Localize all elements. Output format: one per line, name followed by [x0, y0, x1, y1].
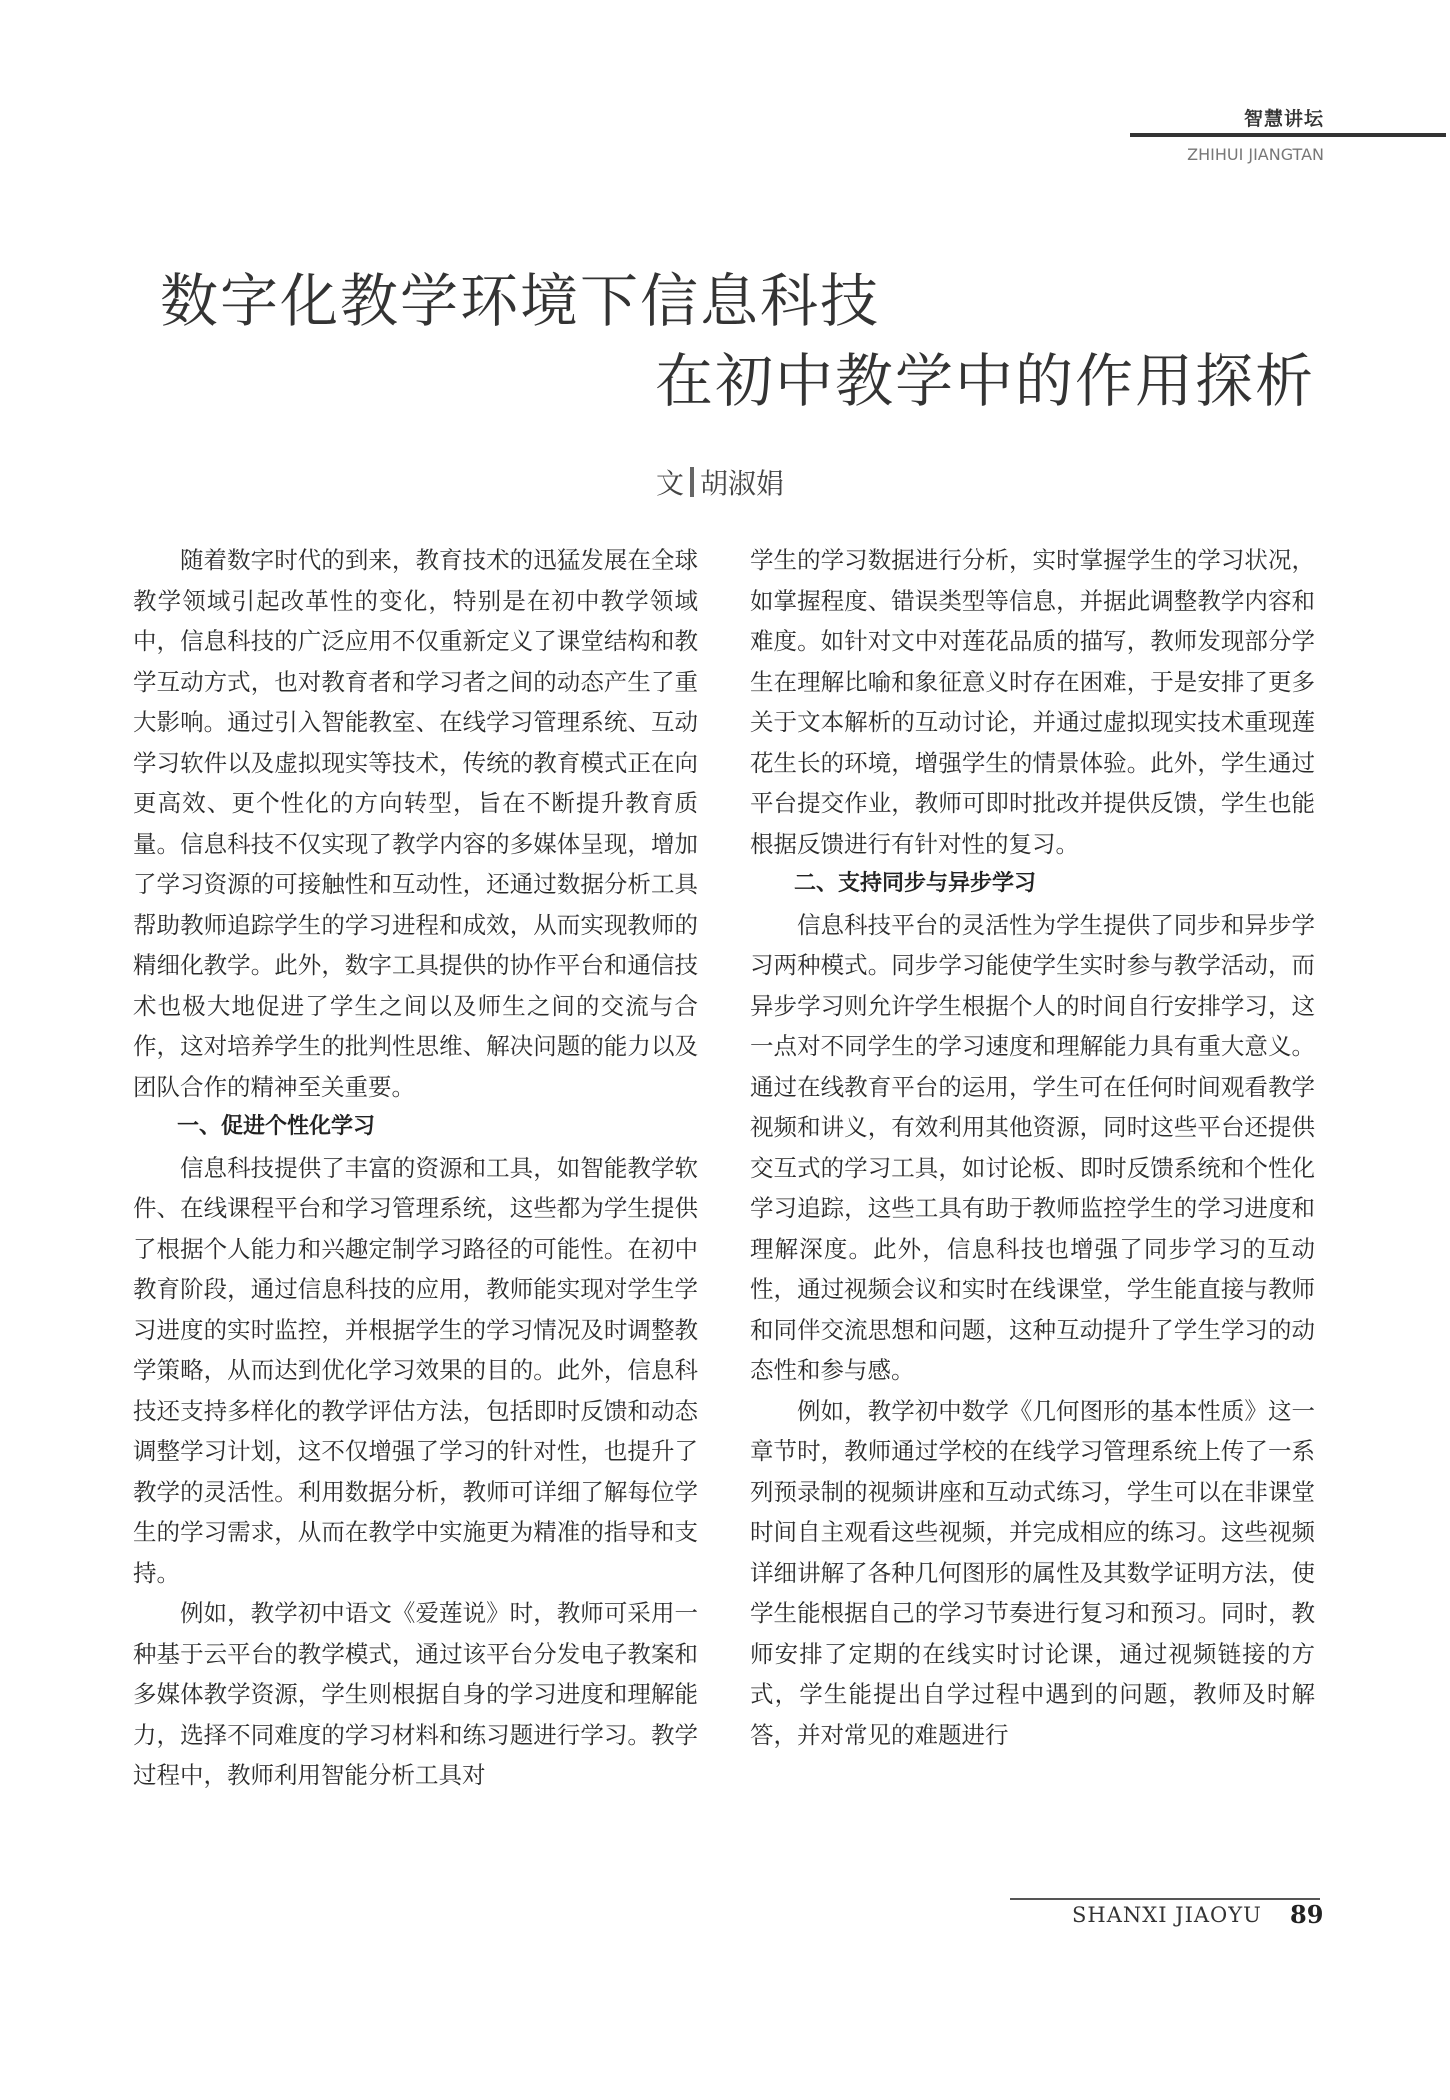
- section-heading-1: 一、促进个性化学习: [177, 1114, 376, 1139]
- journal-name: SHANXI JIAOYU: [1072, 1903, 1262, 1927]
- right-column: [750, 540, 1315, 1755]
- section-heading-2: 二、支持同步与异步学习: [794, 871, 1037, 896]
- page-number: 89: [1290, 1900, 1324, 1929]
- left-column: [133, 540, 698, 1796]
- column-name-pinyin: ZHIHUI JIANGTAN: [1187, 145, 1324, 164]
- author-prefix: 文: [656, 467, 685, 500]
- footer-rule: [1010, 1898, 1320, 1900]
- section1-paragraph2-continued: 学生的学习数据进行分析，实时掌握学生的学习状况，如掌握程度、错误类型等信息，并据此调整教学内容和难度。如针对文中对莲花品质的描写，教师发现部分学生在理解比喻和象征意义时存在困难，于是安排了更多关于文本解析的互动讨论，并通过虚拟现实技术重现莲花生长的环境，增强学生的情景体验。此外，学生通过平台提交作业，教师可即时批改并提供反馈，学生也能根据反馈进行有针对性的复习。: [750, 546, 1315, 858]
- author-separator: [690, 467, 694, 497]
- author-line: [656, 462, 784, 502]
- article-title-line2: 在初中教学中的作用探析: [655, 347, 1316, 415]
- section1-paragraph1: 信息科技提供了丰富的资源和工具，如智能教学软件、在线课程平台和学习管理系统，这些都为学生提供了根据个人能力和兴趣定制学习路径的可能性。在初中教育阶段，通过信息科技的应用，教师能实现对学生学习进度的实时监控，并根据学生的学习情况及时调整教学策略，从而达到优化学习效果的目的。此外，信息科技还支持多样化的教学评估方法，包括即时反馈和动态调整学习计划，这不仅增强了学习的针对性，也提升了教学的灵活性。利用数据分析，教师可详细了解每位学生的学习需求，从而在教学中实施更为精准的指导和支持。: [133, 1153, 698, 1587]
- section2-paragraph2: 例如，教学初中数学《几何图形的基本性质》这一章节时，教师通过学校的在线学习管理系统上传了一系列预录制的视频讲座和互动式练习，学生可以在非课堂时间自主观看这些视频，并完成相应的练习。这些视频详细讲解了各种几何图形的属性及其数学证明方法，使学生能根据自己的学习节奏进行复习和预习。同时，教师安排了定期的在线实时讨论课，通过视频链接的方式，学生能提出自学过程中遇到的问题，教师及时解答，并对常见的难题进行: [750, 1396, 1315, 1749]
- article-title-line1: 数字化教学环境下信息科技: [160, 267, 881, 335]
- section2-paragraph1: 信息科技平台的灵活性为学生提供了同步和异步学习两种模式。同步学习能使学生实时参与教学活动，而异步学习则允许学生根据个人的时间自行安排学习，这一点对不同学生的学习速度和理解能力具有重大意义。通过在线教育平台的运用，学生可在任何时间观看教学视频和讲义，有效利用其他资源，同时这些平台还提供交互式的学习工具，如讨论板、即时反馈系统和个性化学习追踪，这些工具有助于教师监控学生的学习进度和理解深度。此外，信息科技也增强了同步学习的互动性，通过视频会议和实时在线课堂，学生能直接与教师和同伴交流思想和问题，这种互动提升了学生学习的动态性和参与感。: [750, 910, 1315, 1384]
- author-name: 胡淑娟: [700, 467, 785, 500]
- column-name: 智慧讲坛: [1243, 108, 1324, 130]
- header-rule: [1130, 133, 1446, 137]
- intro-paragraph: 随着数字时代的到来，教育技术的迅猛发展在全球教学领域引起改革性的变化，特别是在初中教学领域中，信息科技的广泛应用不仅重新定义了课堂结构和教学互动方式，也对教育者和学习者之间的动态产生了重大影响。通过引入智能教室、在线学习管理系统、互动学习软件以及虚拟现实等技术，传统的教育模式正在向更高效、更个性化的方向转型，旨在不断提升教育质量。信息科技不仅实现了教学内容的多媒体呈现，增加了学习资源的可接触性和互动性，还通过数据分析工具帮助教师追踪学生的学习进程和成效，从而实现教师的精细化教学。此外，数字工具提供的协作平台和通信技术也极大地促进了学生之间以及师生之间的交流与合作，这对培养学生的批判性思维、解决问题的能力以及团队合作的精神至关重要。: [133, 546, 698, 1101]
- section1-paragraph2: 例如，教学初中语文《爱莲说》时，教师可采用一种基于云平台的教学模式，通过该平台分发电子教案和多媒体教学资源，学生则根据自身的学习进度和理解能力，选择不同难度的学习材料和练习题进行学习。教学过程中，教师利用智能分析工具对: [133, 1599, 698, 1789]
